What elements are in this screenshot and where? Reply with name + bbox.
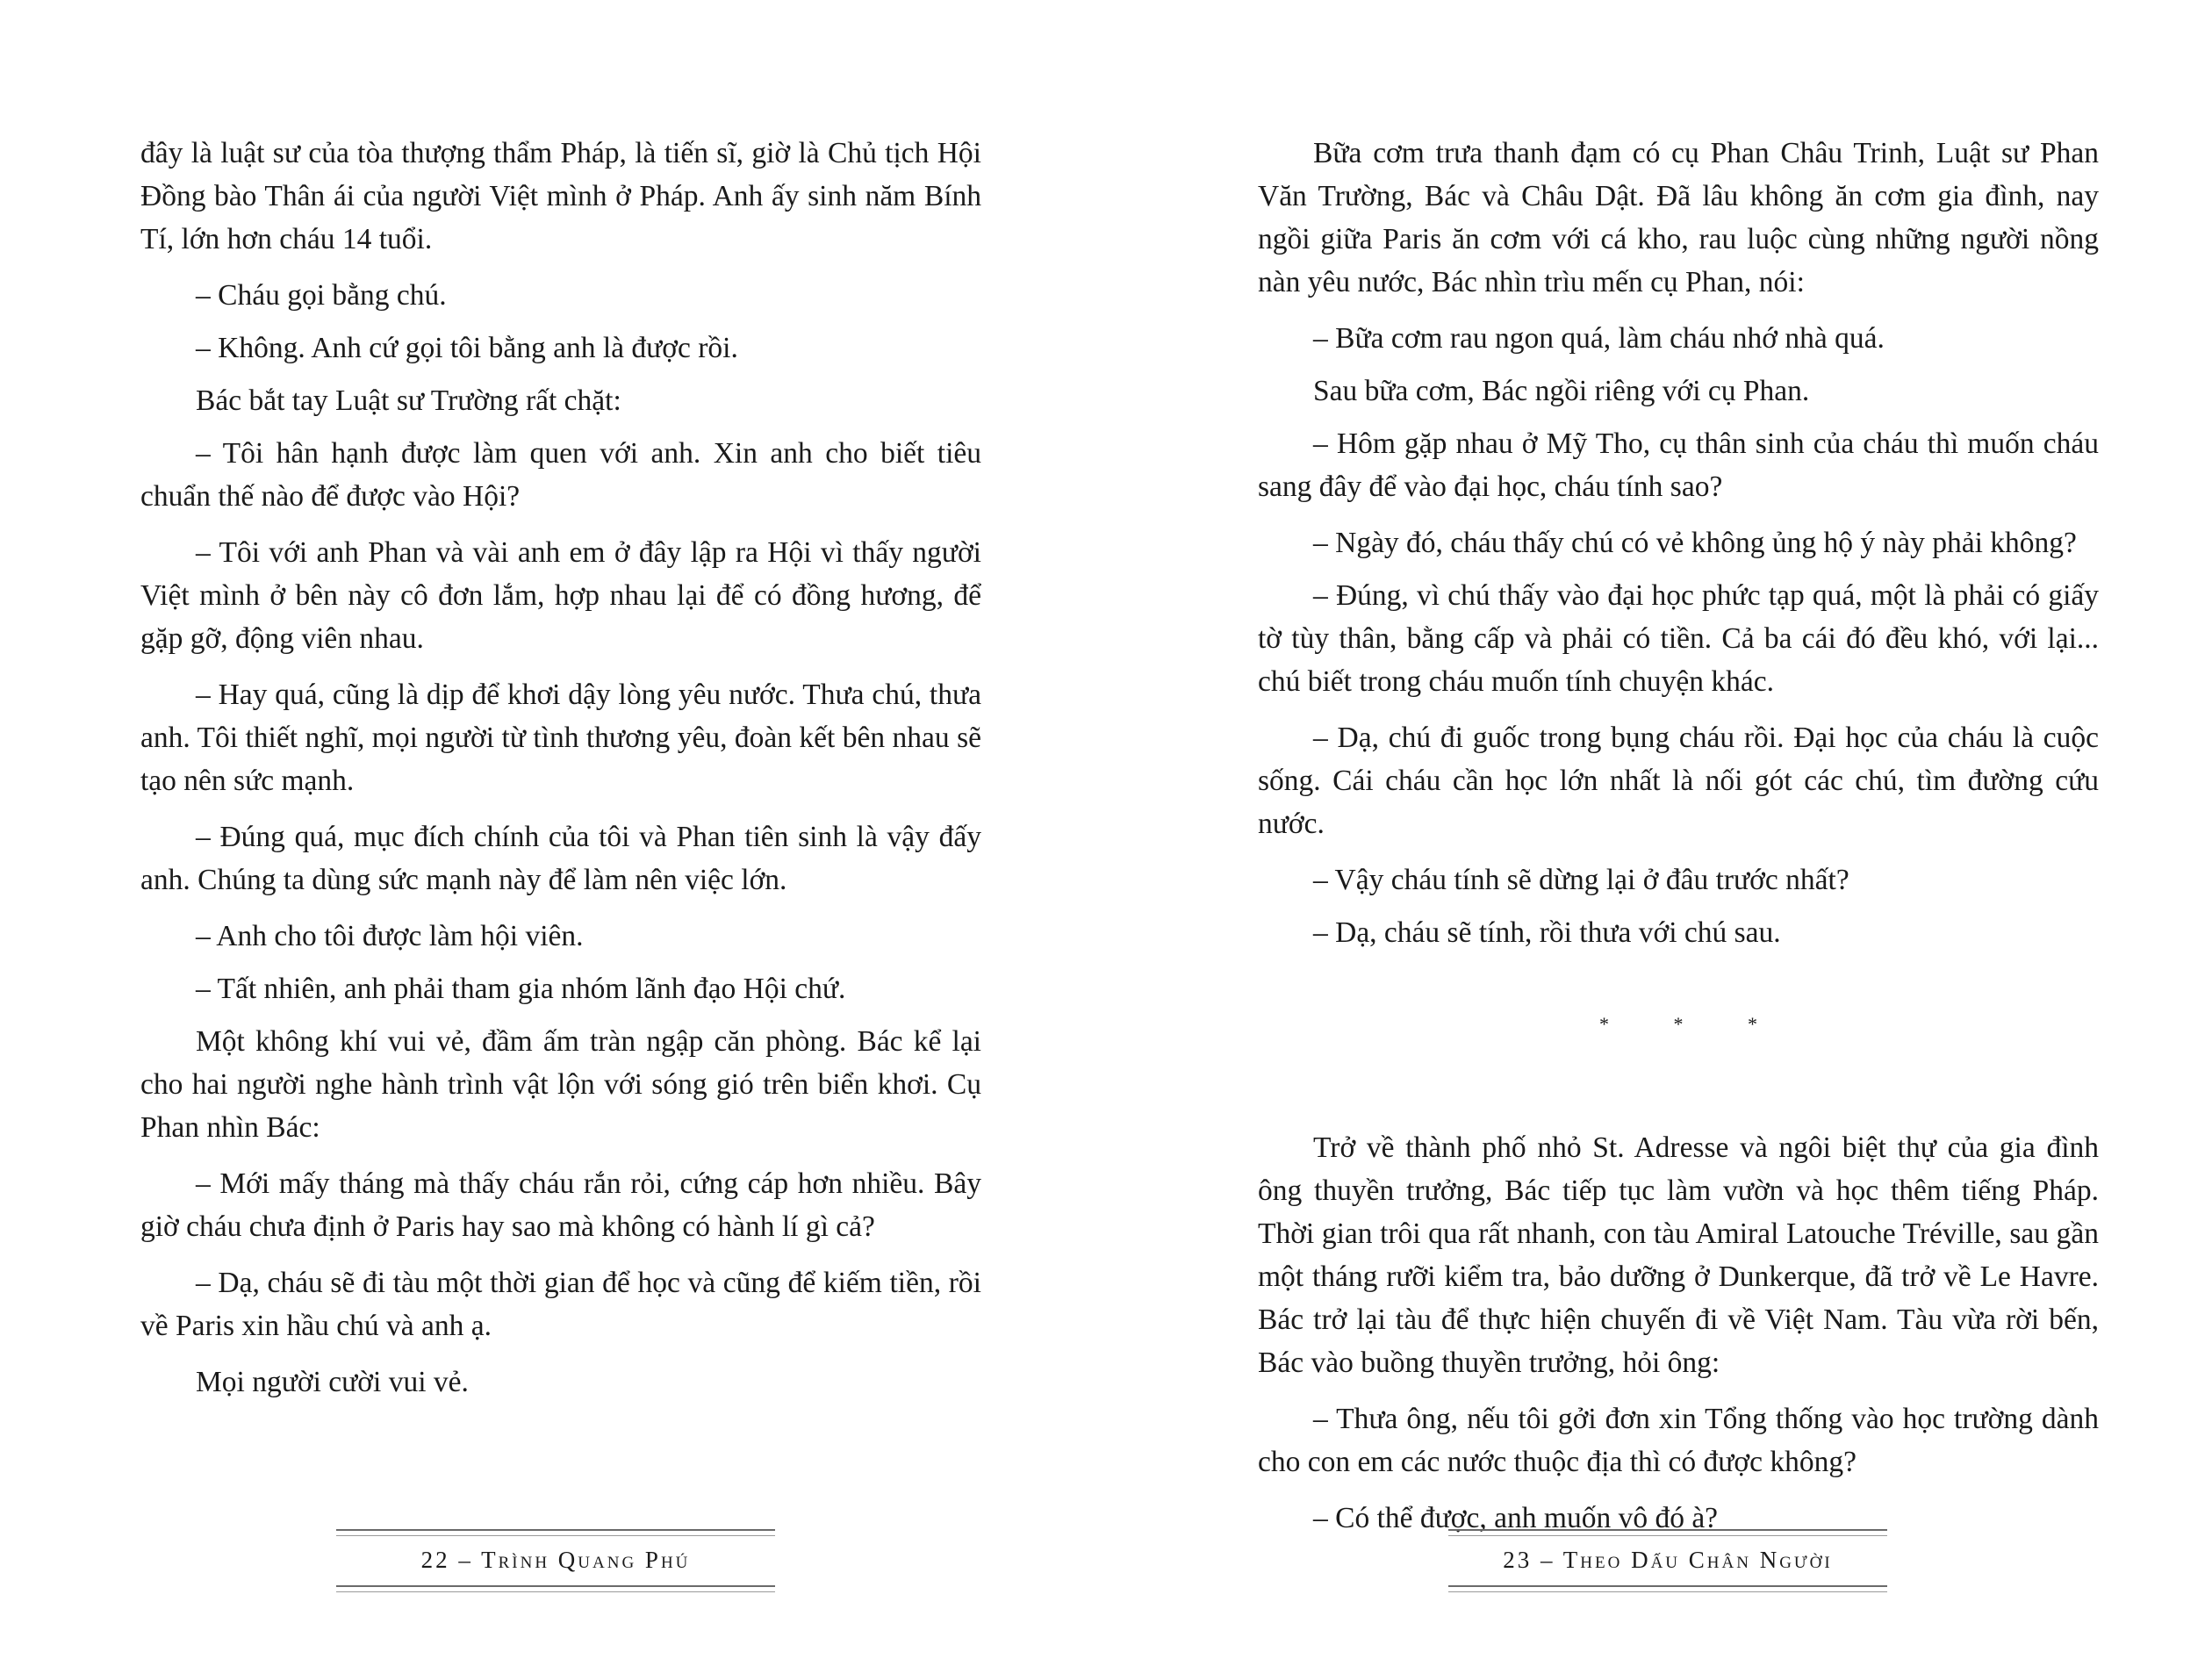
paragraph: – Cháu gọi bằng chú. — [196, 279, 447, 312]
footer-rule-top — [1448, 1529, 1887, 1536]
paragraph: – Thưa ông, nếu tôi gởi đơn xin Tổng thống vào học trường dành cho con em các nước thuộc địa thì có được không? — [1258, 1403, 2099, 1478]
footer-rule-top — [336, 1529, 775, 1536]
section-separator: * * * — [1599, 1013, 1787, 1035]
paragraph: – Anh cho tôi được làm hội viên. — [196, 920, 584, 952]
paragraph: – Hôm gặp nhau ở Mỹ Tho, cụ thân sinh của cháu thì muốn cháu sang đây để vào đại học, cháu tính sao? — [1258, 427, 2099, 503]
right-page — [1106, 0, 2212, 1659]
right-page-text — [1258, 132, 2099, 1553]
paragraph: – Dạ, cháu sẽ đi tàu một thời gian để học và cũng để kiếm tiền, rồi về Paris xin hầu chú và anh ạ. — [140, 1267, 981, 1342]
paragraph: đây là luật sư của tòa thượng thẩm Pháp, là tiến sĩ, giờ là Chủ tịch Hội Đồng bào Thân ái của người Việt mình ở Pháp. Anh ấy sinh năm Bính Tí, lớn hơn cháu 14 tuổi. — [140, 137, 981, 255]
paragraph: Mọi người cười vui vẻ. — [196, 1366, 469, 1398]
left-page-number-author: 22 – Trình Quang Phú — [420, 1547, 691, 1573]
footer-rule-bottom — [1448, 1585, 1887, 1592]
paragraph: – Tôi với anh Phan và vài anh em ở đây lập ra Hội vì thấy người Việt mình ở bên này cô đơn lắm, hợp nhau lại để có đồng hương, để gặp gỡ, động viên nhau. — [140, 536, 981, 655]
paragraph: Bác bắt tay Luật sư Trường rất chặt: — [196, 384, 621, 417]
paragraph: – Mới mấy tháng mà thấy cháu rắn rỏi, cứng cáp hơn nhiều. Bây giờ cháu chưa định ở Paris hay sao mà không có hành lí gì cả? — [140, 1167, 981, 1243]
paragraph: – Dạ, cháu sẽ tính, rồi thưa với chú sau. — [1313, 916, 1781, 949]
paragraph: – Không. Anh cứ gọi tôi bằng anh là được rồi. — [196, 332, 738, 364]
paragraph: – Ngày đó, cháu thấy chú có vẻ không ủng hộ ý này phải không? — [1313, 527, 2077, 559]
paragraph: – Dạ, chú đi guốc trong bụng cháu rồi. Đại học của cháu là cuộc sống. Cái cháu cần học lớn nhất là nối gót các chú, tìm đường cứu nước. — [1258, 722, 2099, 840]
paragraph: – Đúng quá, mục đích chính của tôi và Phan tiên sinh là vậy đấy anh. Chúng ta dùng sức mạnh này để làm nên việc lớn. — [140, 821, 981, 896]
left-page-text — [140, 132, 981, 1417]
paragraph: – Vậy cháu tính sẽ dừng lại ở đâu trước nhất? — [1313, 864, 1849, 896]
paragraph: Sau bữa cơm, Bác ngồi riêng với cụ Phan. — [1313, 375, 1810, 407]
paragraph: – Bữa cơm rau ngon quá, làm cháu nhớ nhà quá. — [1313, 322, 1885, 355]
paragraph: – Tôi hân hạnh được làm quen với anh. Xin anh cho biết tiêu chuẩn thế nào để được vào Hội? — [140, 437, 981, 513]
paragraph: Một không khí vui vẻ, đầm ấm tràn ngập căn phòng. Bác kể lại cho hai người nghe hành trình vật lộn với sóng gió trên biển khơi. Cụ Phan nhìn Bác: — [140, 1025, 981, 1144]
paragraph: – Đúng, vì chú thấy vào đại học phức tạp quá, một là phải có giấy tờ tùy thân, bằng cấp và phải có tiền. Cả ba cái đó đều khó, với lại... chú biết trong cháu muốn tính chuyện khác. — [1258, 579, 2099, 698]
paragraph: – Hay quá, cũng là dịp để khơi dậy lòng yêu nước. Thưa chú, thưa anh. Tôi thiết nghĩ, mọi người từ tình thương yêu, đoàn kết bên nhau sẽ tạo nên sức mạnh. — [140, 679, 981, 797]
paragraph: – Có thể được, anh muốn vô đó à? — [1313, 1502, 1719, 1534]
left-page-footer — [336, 1529, 775, 1592]
paragraph: Trở về thành phố nhỏ St. Adresse và ngôi biệt thự của gia đình ông thuyền trưởng, Bác tiếp tục làm vườn và học thêm tiếng Pháp. Thời gian trôi qua rất nhanh, con tàu Amiral Latouche Tréville, sau gần một tháng rưỡi kiểm tra, bảo dưỡng ở Dunkerque, đã trở về Le Havre. Bác trở lại tàu để thực hiện chuyến đi về Việt Nam. Tàu vừa rời bến, Bác vào buồng thuyền trưởng, hỏi ông: — [1258, 1131, 2099, 1379]
right-page-footer — [1448, 1529, 1887, 1592]
right-page-number-title: 23 – Theo Dấu Chân Người — [1503, 1547, 1833, 1573]
paragraph: Bữa cơm trưa thanh đạm có cụ Phan Châu Trinh, Luật sư Phan Văn Trường, Bác và Châu Dật. Đã lâu không ăn cơm gia đình, nay ngồi giữa Paris ăn cơm với cá kho, rau luộc cùng những người nồng nàn yêu nước, Bác nhìn trìu mến cụ Phan, nói: — [1258, 137, 2099, 298]
paragraph: – Tất nhiên, anh phải tham gia nhóm lãnh đạo Hội chứ. — [196, 973, 846, 1005]
footer-rule-bottom — [336, 1585, 775, 1592]
